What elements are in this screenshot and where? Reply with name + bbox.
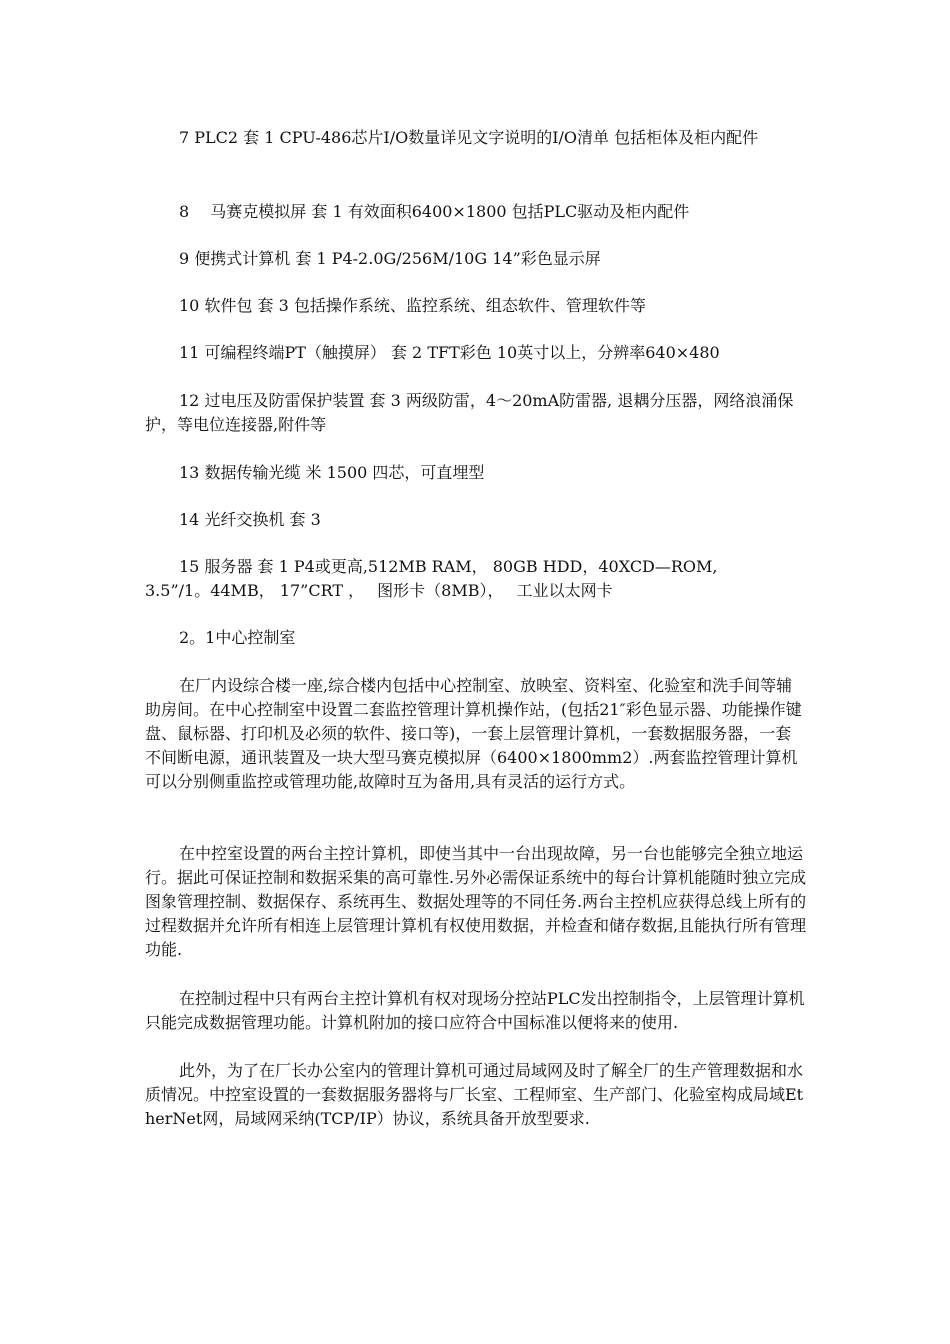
paragraph-control-room: 在厂内设综合楼一座,综合楼内包括中心控制室、放映室、资料室、化验室和洗手间等辅助房间。在中心控制室中设置二套监控管理计算机操作站，(包括21″彩色显示器、功能操作键盘、鼠标器、打印机及必须的软件、接口等)，一套上层管理计算机，一套数据服务器，一套不间断电源，通讯装置及一块大型马赛克模拟屏（6400×1800mm2）.两套监控管理计算机可以分别侧重监控或管理功能,故障时互为备用,具有灵活的运行方式。 [145, 676, 802, 791]
equipment-item-14: 14 光纤交换机 套 3 [179, 510, 321, 529]
equipment-item-12: 12 过电压及防雷保护装置 套 3 两级防雷，4～20mA防雷器, 退耦分压器，网络浪涌保护，等电位连接器,附件等 [145, 391, 794, 434]
paragraph-network: 此外，为了在厂长办公室内的管理计算机可通过局域网及时了解全厂的生产管理数据和水质情况。中控室设置的一套数据服务器将与厂长室、工程师室、生产部门、化验室构成局域EtherNet网，局域网采纳(TCP/IP）协议，系统具备开放型要求. [145, 1061, 804, 1128]
equipment-item-13: 13 数据传输光缆 米 1500 四芯，可直埋型 [179, 463, 485, 482]
equipment-item-15-line-2: 3.5”/1。44MB， 17”CRT ， 图形卡（8MB）， 工业以太网卡 [145, 581, 613, 600]
paragraph-main-computers: 在中控室设置的两台主控计算机，即使当其中一台出现故障，另一台也能够完全独立地运行。据此可保证控制和数据采集的高可靠性.另外必需保证系统中的每台计算机能随时独立完成图象管理控制、数据保存、系统再生、数据处理等的不同任务.两台主控机应获得总线上所有的过程数据并允许所有相连上层管理计算机有权使用数据，并检查和储存数据,且能执行所有管理功能. [145, 844, 807, 959]
equipment-item-15 [145, 555, 807, 603]
paragraph-control-process: 在控制过程中只有两台主控计算机有权对现场分控站PLC发出控制指令，上层管理计算机只能完成数据管理功能。计算机附加的接口应符合中国标准以便将来的使用. [145, 989, 805, 1032]
equipment-item-15-line-1: 15 服务器 套 1 P4或更高,512MB RAM， 80GB HDD，40XCD—ROM, [179, 557, 718, 576]
equipment-item-7: 7 PLC2 套 1 CPU-486芯片I/O数量详见文字说明的I/O清单 包括柜体及柜内配件 [179, 128, 759, 147]
equipment-item-10: 10 软件包 套 3 包括操作系统、监控系统、组态软件、管理软件等 [179, 296, 646, 315]
equipment-item-8: 8 马赛克模拟屏 套 1 有效面积6400×1800 包括PLC驱动及柜内配件 [179, 202, 690, 221]
equipment-item-9: 9 便携式计算机 套 1 P4-2.0G/256M/10G 14”彩色显示屏 [179, 249, 601, 268]
equipment-item-11: 11 可编程终端PT（触摸屏） 套 2 TFT彩色 10英寸以上，分辨率640×480 [179, 343, 720, 362]
section-heading: 2。1中心控制室 [179, 628, 296, 647]
